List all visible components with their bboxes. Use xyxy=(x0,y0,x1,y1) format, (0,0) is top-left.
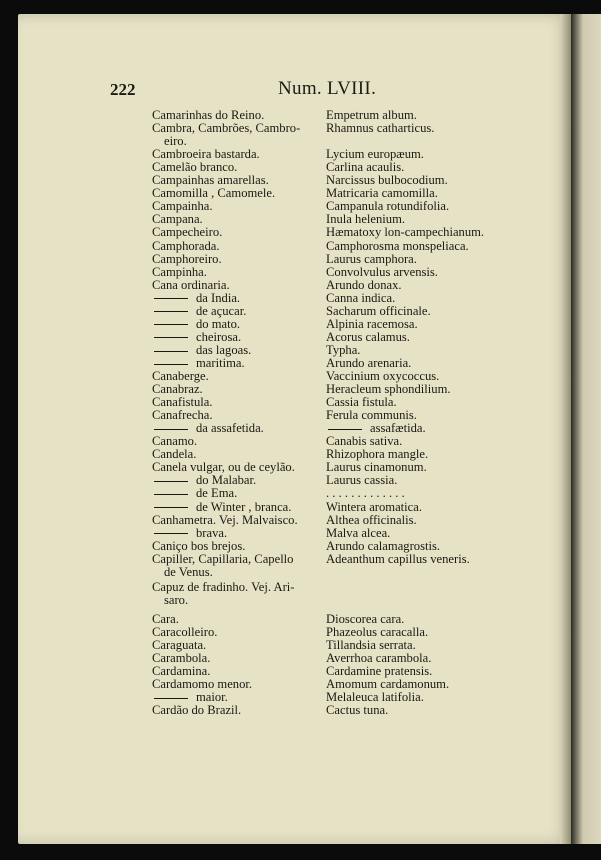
vernacular-name-entry-text: Carambola. xyxy=(152,650,211,665)
latin-name-entry-text: Canna indica. xyxy=(326,290,396,305)
vernacular-name-entry-text: Cana ordinaria. xyxy=(152,277,230,292)
latin-name-entry xyxy=(326,225,484,239)
latin-name-entry-text: Amomum cardamonum. xyxy=(326,676,450,691)
latin-name-entry xyxy=(326,173,448,187)
vernacular-name-entry-text: cheirosa. xyxy=(196,329,242,344)
latin-name-entry xyxy=(326,382,451,396)
latin-name-entry-text: Sacharum officinale. xyxy=(326,303,431,318)
latin-name-entry-text: Arundo calamagrostis. xyxy=(326,538,441,553)
vernacular-name-entry-text: Caracolleiro. xyxy=(152,624,218,639)
page-title: Num. LVIII. xyxy=(278,78,377,99)
vernacular-name-entry xyxy=(152,703,241,717)
latin-name-entry-text: Phazeolus caracalla. xyxy=(326,624,429,639)
latin-name-entry xyxy=(326,317,418,331)
latin-name-entry-text: Ferula communis. xyxy=(326,408,417,423)
vernacular-name-entry xyxy=(152,500,291,514)
vernacular-name-entry xyxy=(152,486,237,500)
latin-name-entry-text: Campanula rotundifolia. xyxy=(326,199,450,214)
vernacular-name-entry xyxy=(164,565,213,579)
vernacular-name-entry-text: Capiller, Capillaria, Capello xyxy=(152,551,294,566)
vernacular-name-entry-text: Canafrecha. xyxy=(152,408,213,423)
vernacular-name-entry xyxy=(152,513,298,527)
vernacular-name-entry-text: Campinha. xyxy=(152,264,207,279)
latin-name-entry xyxy=(326,147,424,161)
ditto-dash xyxy=(154,494,188,495)
latin-name-entry-text: Melaleuca latifolia. xyxy=(326,690,424,705)
vernacular-name-entry xyxy=(152,147,260,161)
vernacular-name-entry-text: Canhametra. Vej. Malvaisco. xyxy=(152,512,298,527)
latin-name-entry-text: Typha. xyxy=(326,342,361,357)
vernacular-name-entry-text: Caniço bos brejos. xyxy=(152,538,246,553)
latin-name-entry-text: Laurus cassia. xyxy=(326,473,398,488)
latin-name-entry xyxy=(326,690,424,704)
latin-name-entry-text: Averrhoa carambola. xyxy=(326,650,432,665)
vernacular-name-entry xyxy=(152,239,220,253)
latin-name-entry-text: Acorus calamus. xyxy=(326,329,410,344)
latin-name-entry-text: Camphorosma monspeliaca. xyxy=(326,238,469,253)
vernacular-name-entry xyxy=(152,690,228,704)
latin-name-entry xyxy=(326,369,439,383)
vernacular-name-entry xyxy=(152,278,230,292)
latin-name-entry xyxy=(326,473,397,487)
ditto-dash xyxy=(154,351,188,352)
latin-name-entry xyxy=(326,460,427,474)
vernacular-name-entry xyxy=(152,343,251,357)
vernacular-name-entry xyxy=(152,265,207,279)
vernacular-name-entry xyxy=(152,460,295,474)
vernacular-name-entry-text: maritima. xyxy=(196,355,245,370)
latin-name-entry xyxy=(326,395,397,409)
latin-name-entry xyxy=(326,500,422,514)
ditto-dash xyxy=(154,311,188,312)
vernacular-name-entry-text: saro. xyxy=(164,593,189,608)
latin-name-entry-text: Adeanthum capillus veneris. xyxy=(326,551,470,566)
vernacular-name-entry-text: da India. xyxy=(196,290,241,305)
latin-name-entry-text: Empetrum album. xyxy=(326,108,417,122)
latin-name-entry xyxy=(326,343,360,357)
vernacular-name-entry-text: maior. xyxy=(196,690,228,705)
vernacular-name-entry xyxy=(152,304,246,318)
latin-name-entry xyxy=(326,356,411,370)
vernacular-name-entry-text: Canela vulgar, ou de ceylão. xyxy=(152,460,295,475)
ditto-dash xyxy=(328,429,362,430)
vernacular-name-entry xyxy=(152,580,294,594)
vernacular-name-entry xyxy=(152,199,213,213)
latin-name-entry-text: Laurus cinamonum. xyxy=(326,460,427,475)
latin-name-entry xyxy=(326,160,404,174)
latin-name-entry-text: Matricaria camomilla. xyxy=(326,186,438,201)
vernacular-name-entry-text: Candela. xyxy=(152,447,197,462)
vernacular-name-entry xyxy=(152,473,256,487)
latin-name-entry-text: Hæmatoxy lon-campechianum. xyxy=(326,225,485,240)
vernacular-name-entry-text: Campainha. xyxy=(152,199,213,214)
latin-name-entry xyxy=(326,304,431,318)
latin-name-entry-text: Malva alcea. xyxy=(326,525,391,540)
vernacular-name-entry-text: do Malabar. xyxy=(196,473,257,488)
vernacular-name-entry-text: de Winter , branca. xyxy=(196,499,292,514)
ditto-dash xyxy=(154,533,188,534)
vernacular-name-entry-text: Cardamina. xyxy=(152,663,211,678)
vernacular-name-entry-text: Capuz de fradinho. Vej. Ari- xyxy=(152,580,295,595)
latin-name-entry xyxy=(326,638,416,652)
vernacular-name-entry-text: eiro. xyxy=(164,134,187,149)
latin-name-entry-text: Alpinia racemosa. xyxy=(326,316,418,331)
vernacular-name-entry xyxy=(152,356,245,370)
latin-name-entry-text: Canabis sativa. xyxy=(326,434,403,449)
vernacular-name-entry-text: brava. xyxy=(196,525,228,540)
vernacular-name-entry-text: Canabraz. xyxy=(152,382,203,397)
latin-name-entry-text: assafætida. xyxy=(370,421,426,436)
latin-name-entry xyxy=(326,199,449,213)
latin-name-entry xyxy=(326,486,405,500)
latin-name-entry-text: Cassia fistula. xyxy=(326,395,397,410)
vernacular-name-entry xyxy=(152,369,209,383)
latin-name-entry xyxy=(326,552,470,566)
ditto-dash xyxy=(154,507,188,508)
book-page xyxy=(18,14,570,844)
latin-name-entry-text: Narcissus bulbocodium. xyxy=(326,173,448,188)
vernacular-name-entry-text: Canaberge. xyxy=(152,369,209,383)
latin-name-entry-text: Vaccinium oxycoccus. xyxy=(326,369,440,383)
latin-name-entry xyxy=(326,265,438,279)
vernacular-name-entry xyxy=(152,121,300,135)
vernacular-name-entry xyxy=(152,291,240,305)
latin-name-entry xyxy=(326,513,417,527)
latin-name-entry xyxy=(326,278,402,292)
latin-name-entry-text: Rhamnus catharticus. xyxy=(326,121,435,136)
latin-name-entry xyxy=(326,212,405,226)
latin-name-entry-text: Rhizophora mangle. xyxy=(326,447,429,462)
latin-name-entry xyxy=(326,121,434,135)
vernacular-name-entry xyxy=(152,434,197,448)
latin-name-entry xyxy=(326,703,388,717)
vernacular-name-entry-text: Camarinhas do Reino. xyxy=(152,108,265,122)
ditto-dash xyxy=(154,337,188,338)
vernacular-name-entry-text: Camphorada. xyxy=(152,238,220,253)
vernacular-name-entry xyxy=(152,526,227,540)
latin-name-entry-text: Arundo donax. xyxy=(326,277,402,292)
vernacular-name-entry-text: de açucar. xyxy=(196,303,247,318)
vernacular-name-entry xyxy=(152,160,237,174)
ditto-dash xyxy=(154,429,188,430)
vernacular-name-entry xyxy=(152,330,241,344)
latin-name-entry xyxy=(326,239,469,253)
vernacular-name-entry xyxy=(152,395,213,409)
latin-name-entry xyxy=(326,108,417,122)
latin-name-entry-text: Tillandsia serrata. xyxy=(326,637,416,652)
latin-name-entry-text: Cardamine pratensis. xyxy=(326,663,433,678)
latin-name-entry-text: Althea officinalis. xyxy=(326,512,417,527)
vernacular-name-entry-text: Camphoreiro. xyxy=(152,251,222,266)
vernacular-name-entry xyxy=(152,552,293,566)
vernacular-name-entry-text: Cardamomo menor. xyxy=(152,676,253,691)
vernacular-name-entry-text: Cara. xyxy=(152,611,179,626)
vernacular-name-entry xyxy=(152,186,275,200)
vernacular-name-entry xyxy=(152,677,252,691)
vernacular-name-entry xyxy=(152,173,269,187)
vernacular-name-entry-text: Campainhas amarellas. xyxy=(152,173,269,188)
latin-name-entry-text: Arundo arenaria. xyxy=(326,355,412,370)
latin-name-entry-text: . . . . . . . . . . . . . xyxy=(326,486,405,501)
vernacular-name-entry xyxy=(152,651,210,665)
vernacular-name-entry-text: Cambroeira bastarda. xyxy=(152,147,260,162)
vernacular-name-entry-text: das lagoas. xyxy=(196,342,252,357)
latin-name-entry-text: Heracleum sphondilium. xyxy=(326,382,451,397)
latin-name-entry-text: Inula helenium. xyxy=(326,212,406,227)
latin-name-entry-text: Lycium europæum. xyxy=(326,147,424,162)
vernacular-name-entry-text: do mato. xyxy=(196,316,241,331)
vernacular-name-entry xyxy=(152,638,206,652)
ditto-dash xyxy=(154,481,188,482)
vernacular-name-entry xyxy=(152,108,264,122)
vernacular-name-entry xyxy=(152,225,222,239)
latin-name-entry xyxy=(326,664,432,678)
latin-name-entry-text: Cactus tuna. xyxy=(326,703,389,718)
page-number: 222 xyxy=(110,80,136,99)
latin-name-entry xyxy=(326,651,431,665)
vernacular-name-entry-text: da assafetida. xyxy=(196,421,264,436)
vernacular-name-entry-text: Cambra, Cambrões, Cambro- xyxy=(152,121,301,136)
vernacular-name-entry xyxy=(152,317,240,331)
vernacular-name-entry xyxy=(164,593,188,607)
vernacular-name-entry xyxy=(152,252,222,266)
latin-name-entry-text: Laurus camphora. xyxy=(326,251,417,266)
latin-name-entry xyxy=(326,434,402,448)
ditto-dash xyxy=(154,364,188,365)
vernacular-name-entry-text: Cardão do Brazil. xyxy=(152,703,242,718)
latin-name-entry xyxy=(326,447,428,461)
latin-name-entry xyxy=(326,539,440,553)
latin-name-entry xyxy=(326,677,449,691)
latin-name-entry-text: Dioscorea cara. xyxy=(326,611,405,626)
vernacular-name-entry xyxy=(152,664,210,678)
vernacular-name-entry-text: Canafistula. xyxy=(152,395,213,410)
vernacular-name-entry xyxy=(152,421,264,435)
vernacular-name-entry xyxy=(152,625,217,639)
vernacular-name-entry xyxy=(152,212,203,226)
latin-name-entry xyxy=(326,421,426,435)
latin-name-entry xyxy=(326,186,438,200)
vernacular-name-entry xyxy=(152,447,196,461)
vernacular-name-entry xyxy=(164,134,187,148)
latin-name-entry-text: Wintera aromatica. xyxy=(326,499,422,514)
vernacular-name-entry xyxy=(152,612,179,626)
latin-name-entry-text: Carlina acaulis. xyxy=(326,160,405,175)
vernacular-name-entry xyxy=(152,539,245,553)
latin-name-entry xyxy=(326,330,410,344)
latin-name-entry xyxy=(326,252,417,266)
latin-name-entry xyxy=(326,291,395,305)
vernacular-name-entry-text: Camelão branco. xyxy=(152,160,238,175)
latin-name-entry xyxy=(326,408,417,422)
vernacular-name-entry-text: Canamo. xyxy=(152,434,198,449)
latin-name-entry xyxy=(326,612,404,626)
latin-name-entry xyxy=(326,625,428,639)
ditto-dash xyxy=(154,298,188,299)
vernacular-name-entry-text: Caraguata. xyxy=(152,637,207,652)
ditto-dash xyxy=(154,698,188,699)
vernacular-name-entry-text: de Venus. xyxy=(164,564,213,579)
vernacular-name-entry-text: Campecheiro. xyxy=(152,225,223,240)
vernacular-name-entry-text: de Ema. xyxy=(196,486,238,501)
vernacular-name-entry xyxy=(152,382,203,396)
vernacular-name-entry xyxy=(152,408,212,422)
latin-name-entry xyxy=(326,526,390,540)
vernacular-name-entry-text: Camomilla , Camomele. xyxy=(152,186,276,201)
latin-name-entry-text: Convolvulus arvensis. xyxy=(326,264,438,279)
vernacular-name-entry-text: Campana. xyxy=(152,212,203,227)
facing-page-edge xyxy=(571,14,601,844)
ditto-dash xyxy=(154,324,188,325)
